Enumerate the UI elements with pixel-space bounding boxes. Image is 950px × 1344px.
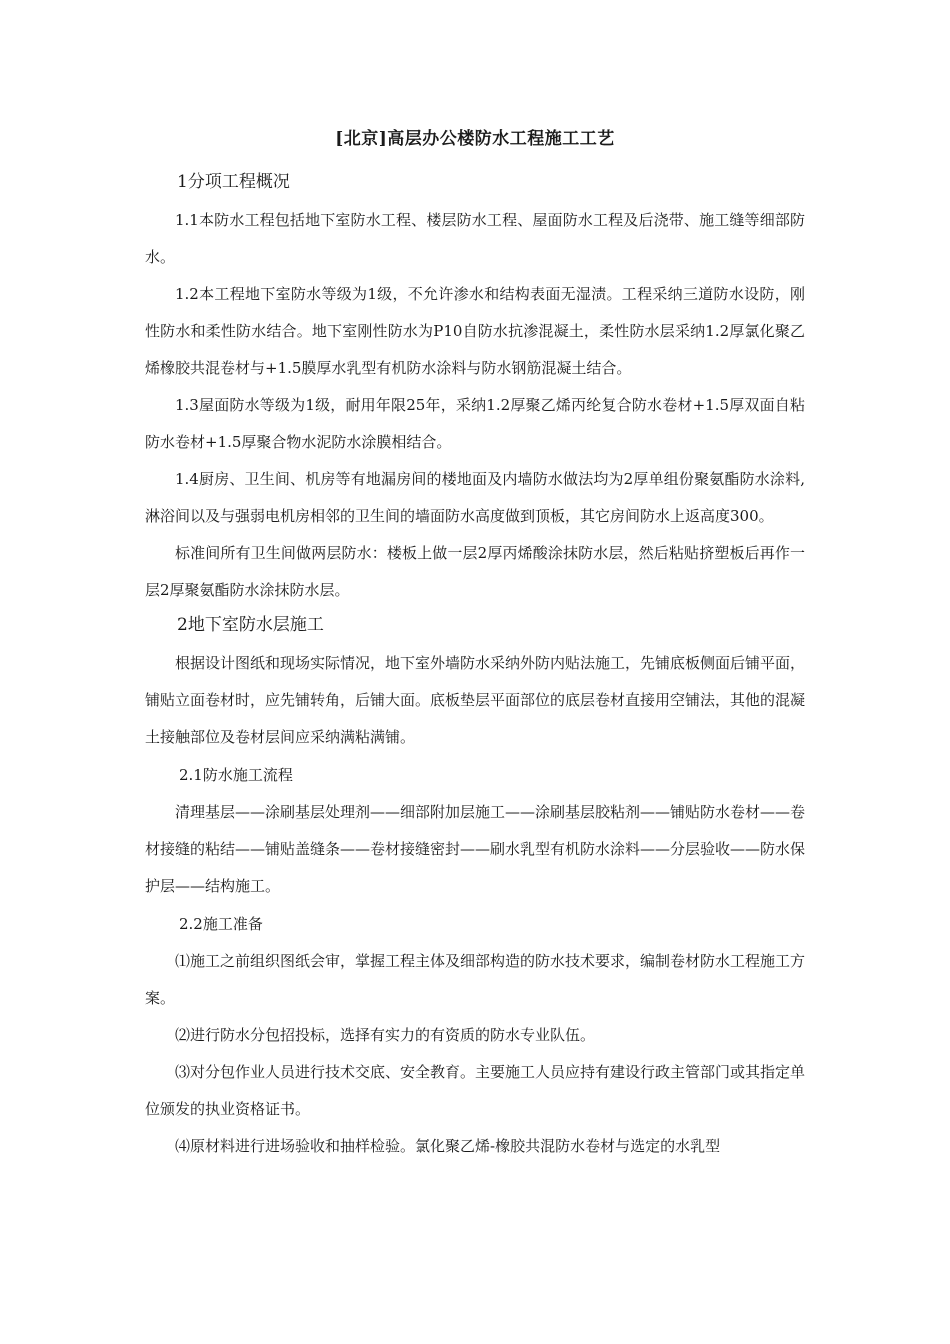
subsection-heading: 2.1防水施工流程 [179,766,293,784]
paragraph: 1.4厨房、卫生间、机房等有地漏房间的楼地面及内墙防水做法均为2厚单组份聚氨酯防水涂料,淋浴间以及与强弱电机房相邻的卫生间的墙面防水高度做到顶板，其它房间防水上返高度300。 [145,470,805,525]
paragraph: 1.1本防水工程包括地下室防水工程、楼层防水工程、屋面防水工程及后浇带、施工缝等细部防水。 [145,211,805,266]
paragraph: 清理基层——涂刷基层处理剂——细部附加层施工——涂刷基层胶粘剂——铺贴防水卷材——卷材接缝的粘结——铺贴盖缝条——卷材接缝密封——刷水乳型有机防水涂料——分层验收——防水保护层——结构施工。 [145,803,806,895]
paragraph: 1.2本工程地下室防水等级为1级，不允许渗水和结构表面无湿渍。工程采纳三道防水设防，刚性防水和柔性防水结合。地下室刚性防水为P10自防水抗渗混凝土，柔性防水层采纳1.2厚氯化聚乙烯橡胶共混卷材与+1.5膜厚水乳型有机防水涂料与防水钢筋混凝土结合。 [145,285,805,377]
paragraph: 1.3屋面防水等级为1级，耐用年限25年，采纳1.2厚聚乙烯丙纶复合防水卷材+1.5厚双面自粘防水卷材+1.5厚聚合物水泥防水涂膜相结合。 [145,396,805,451]
paragraph: ⑷原材料进行进场验收和抽样检验。氯化聚乙烯-橡胶共混防水卷材与选定的水乳型 [175,1137,721,1155]
paragraph: 根据设计图纸和现场实际情况，地下室外墙防水采纳外防内贴法施工，先铺底板侧面后铺平面，铺贴立面卷材时，应先铺转角，后铺大面。底板垫层平面部位的底层卷材直接用空铺法，其他的混凝土接触部位及卷材层间应采纳满粘满铺。 [145,654,806,746]
subsection-heading: 2.2施工准备 [179,915,263,933]
paragraph: ⑶对分包作业人员进行技术交底、安全教育。主要施工人员应持有建设行政主管部门或其指定单位颁发的执业资格证书。 [145,1063,806,1118]
document-title: [北京]高层办公楼防水工程施工工艺 [335,129,615,149]
section-heading: 2地下室防水层施工 [177,615,324,635]
paragraph: ⑵进行防水分包招投标，选择有实力的有资质的防水专业队伍。 [175,1026,596,1044]
document-body [145,166,805,1165]
paragraph: 标准间所有卫生间做两层防水：楼板上做一层2厚丙烯酸涂抹防水层，然后粘贴挤塑板后再作一层2厚聚氨酯防水涂抹防水层。 [145,544,805,599]
section-heading: 1分项工程概况 [177,172,290,192]
paragraph: ⑴施工之前组织图纸会审，掌握工程主体及细部构造的防水技术要求，编制卷材防水工程施工方案。 [145,952,806,1007]
